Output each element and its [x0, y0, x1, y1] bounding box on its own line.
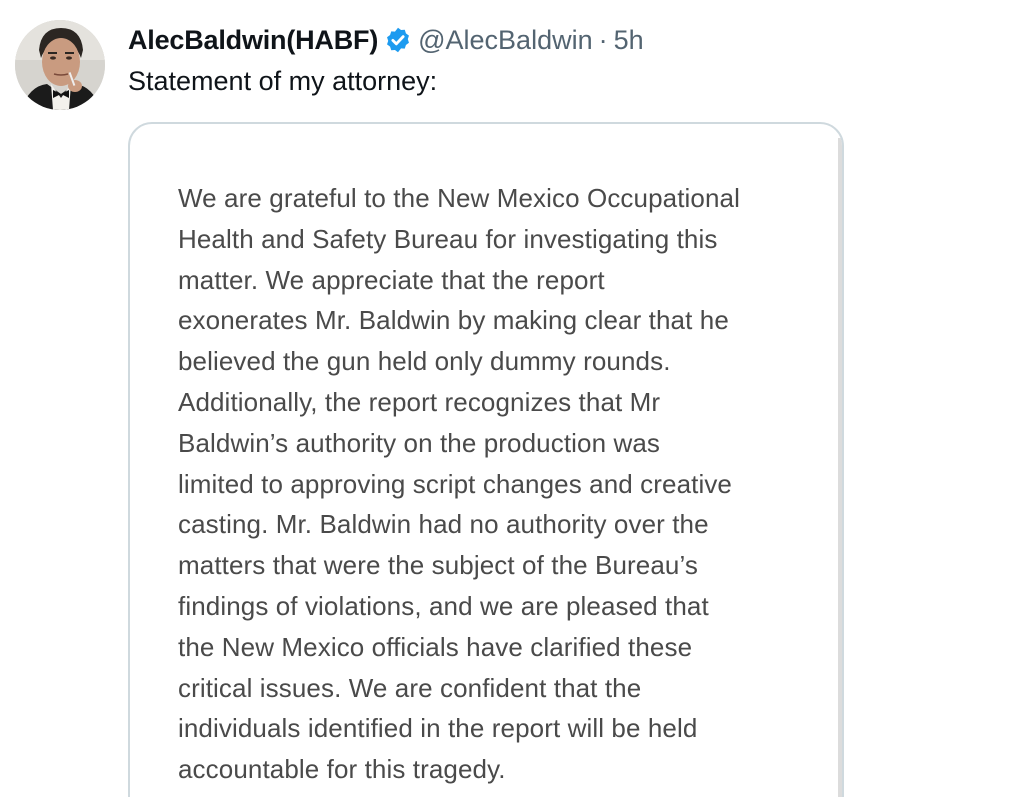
statement-line: limited to approving script changes and creative — [178, 468, 732, 499]
statement-line: We are grateful to the New Mexico Occupational — [178, 183, 740, 213]
statement-line: findings of violations, and we are pleased that — [178, 590, 709, 621]
profile-photo — [15, 20, 105, 110]
statement-line: Health and Safety Bureau for investigating this — [178, 223, 718, 254]
avatar[interactable] — [15, 20, 105, 110]
tweet-header — [128, 22, 644, 58]
tweet-text: Statement of my attorney: — [128, 66, 438, 96]
statement-line: matters that were the subject of the Bureau’s — [178, 550, 698, 581]
statement-text — [178, 178, 740, 790]
statement-line: exonerates Mr. Baldwin by making clear that he — [178, 305, 729, 336]
statement-line: Baldwin’s authority on the production was — [178, 427, 661, 458]
statement-line: believed the gun held only dummy rounds. — [178, 346, 671, 377]
statement-line: Additionally, the report recognizes that Mr — [178, 386, 661, 417]
image-edge-shadow — [838, 138, 842, 797]
verified-badge-icon — [384, 26, 412, 54]
attached-image[interactable] — [128, 122, 844, 797]
statement-line: critical issues. We are confident that the — [178, 672, 642, 703]
statement-line: matter. We appreciate that the report — [178, 264, 605, 295]
user-handle[interactable]: @AlecBaldwin — [418, 24, 593, 55]
statement-line: individuals identified in the report will be held — [178, 713, 698, 744]
separator-dot: · — [598, 24, 608, 55]
statement-line: the New Mexico officials have clarified these — [178, 631, 693, 662]
statement-line: accountable for this tragedy. — [178, 754, 506, 785]
display-name[interactable]: AlecBaldwin(HABF) — [128, 24, 379, 55]
statement-line: casting. Mr. Baldwin had no authority over the — [178, 509, 709, 540]
tweet-timestamp[interactable]: 5h — [613, 24, 644, 55]
